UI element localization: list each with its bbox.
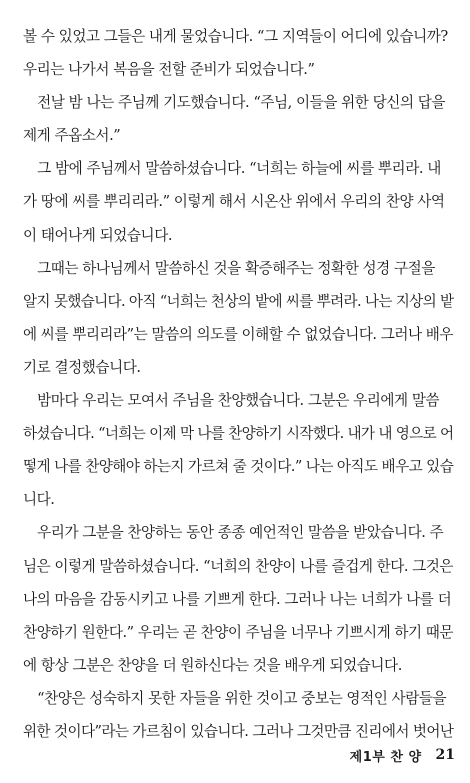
text-line: 제게 주옵소서.” [23,127,121,145]
text-line: 우리가 그분을 찬양하는 동안 종종 예언적인 말씀을 받았습니다. 주 [23,524,444,542]
text-line: 나의 마음을 감동시키고 나를 기쁘게 한다. 그러나 나는 너희가 나를 더 [23,590,452,608]
text-line: 니다. [23,491,55,509]
text-line: 알지 못했습니다. 아직 “너희는 천상의 밭에 씨를 뿌려라. 나는 지상의 밭 [23,292,454,310]
text-line: 밤마다 우리는 모여서 주님을 찬양했습니다. 그분은 우리에게 말씀 [23,392,440,410]
text-line: 그때는 하나님께서 말씀하신 것을 확증해주는 정확한 성경 구절을 [23,259,435,277]
text-line: 에 씨를 뿌리리라”는 말씀의 의도를 이해할 수 없었습니다. 그러나 배우 [23,325,454,343]
text-line: 우리는 나가서 복음을 전할 준비가 되었습니다.” [23,61,315,79]
text-line: 전날 밤 나는 주님께 기도했습니다. “주님, 이들을 위한 당신의 답을 [23,94,446,112]
text-line: “찬양은 성숙하지 못한 자들을 위한 것이고 중보는 영적인 사람들을 [23,689,447,707]
body-text [23,20,453,748]
text-line: 님은 이렇게 말씀하셨습니다. “너희의 찬양이 나를 즐겁게 한다. 그것은 [23,557,454,575]
page-footer [340,745,455,765]
text-line: 가 땅에 씨를 뿌리리라.” 이렇게 해서 시온산 위에서 우리의 찬양 사역 [23,193,445,211]
text-line: 기로 결정했습니다. [23,358,141,376]
text-line: 그 밤에 주님께서 말씀하셨습니다. “너희는 하늘에 씨를 뿌리라. 내 [23,160,441,178]
text-line: 위한 것이다”라는 가르침이 있습니다. 그러나 그것만큼 진리에서 벗어난 [23,722,454,740]
text-line: 에 항상 그분은 찬양을 더 원하신다는 것을 배우게 되었습니다. [23,656,402,674]
text-line: 볼 수 있었고 그들은 내게 물었습니다. “그 지역들이 어디에 있습니까? [23,28,448,45]
text-line: 떻게 나를 찬양해야 하는지 가르쳐 줄 것이다.” 나는 아직도 배우고 있습 [23,458,454,476]
text-line: 이 태어나게 되었습니다. [23,226,173,244]
text-line: 찬양하기 원한다.” 우리는 곧 찬양이 주님을 너무나 기쁘시게 하기 때문 [23,623,454,641]
running-head: 제1부 찬 양 [349,749,422,765]
text-line: 하셨습니다. “너희는 이제 막 나를 찬양하기 시작했다. 내가 내 영으로 어 [23,425,454,443]
page-number: 21 [435,747,455,763]
